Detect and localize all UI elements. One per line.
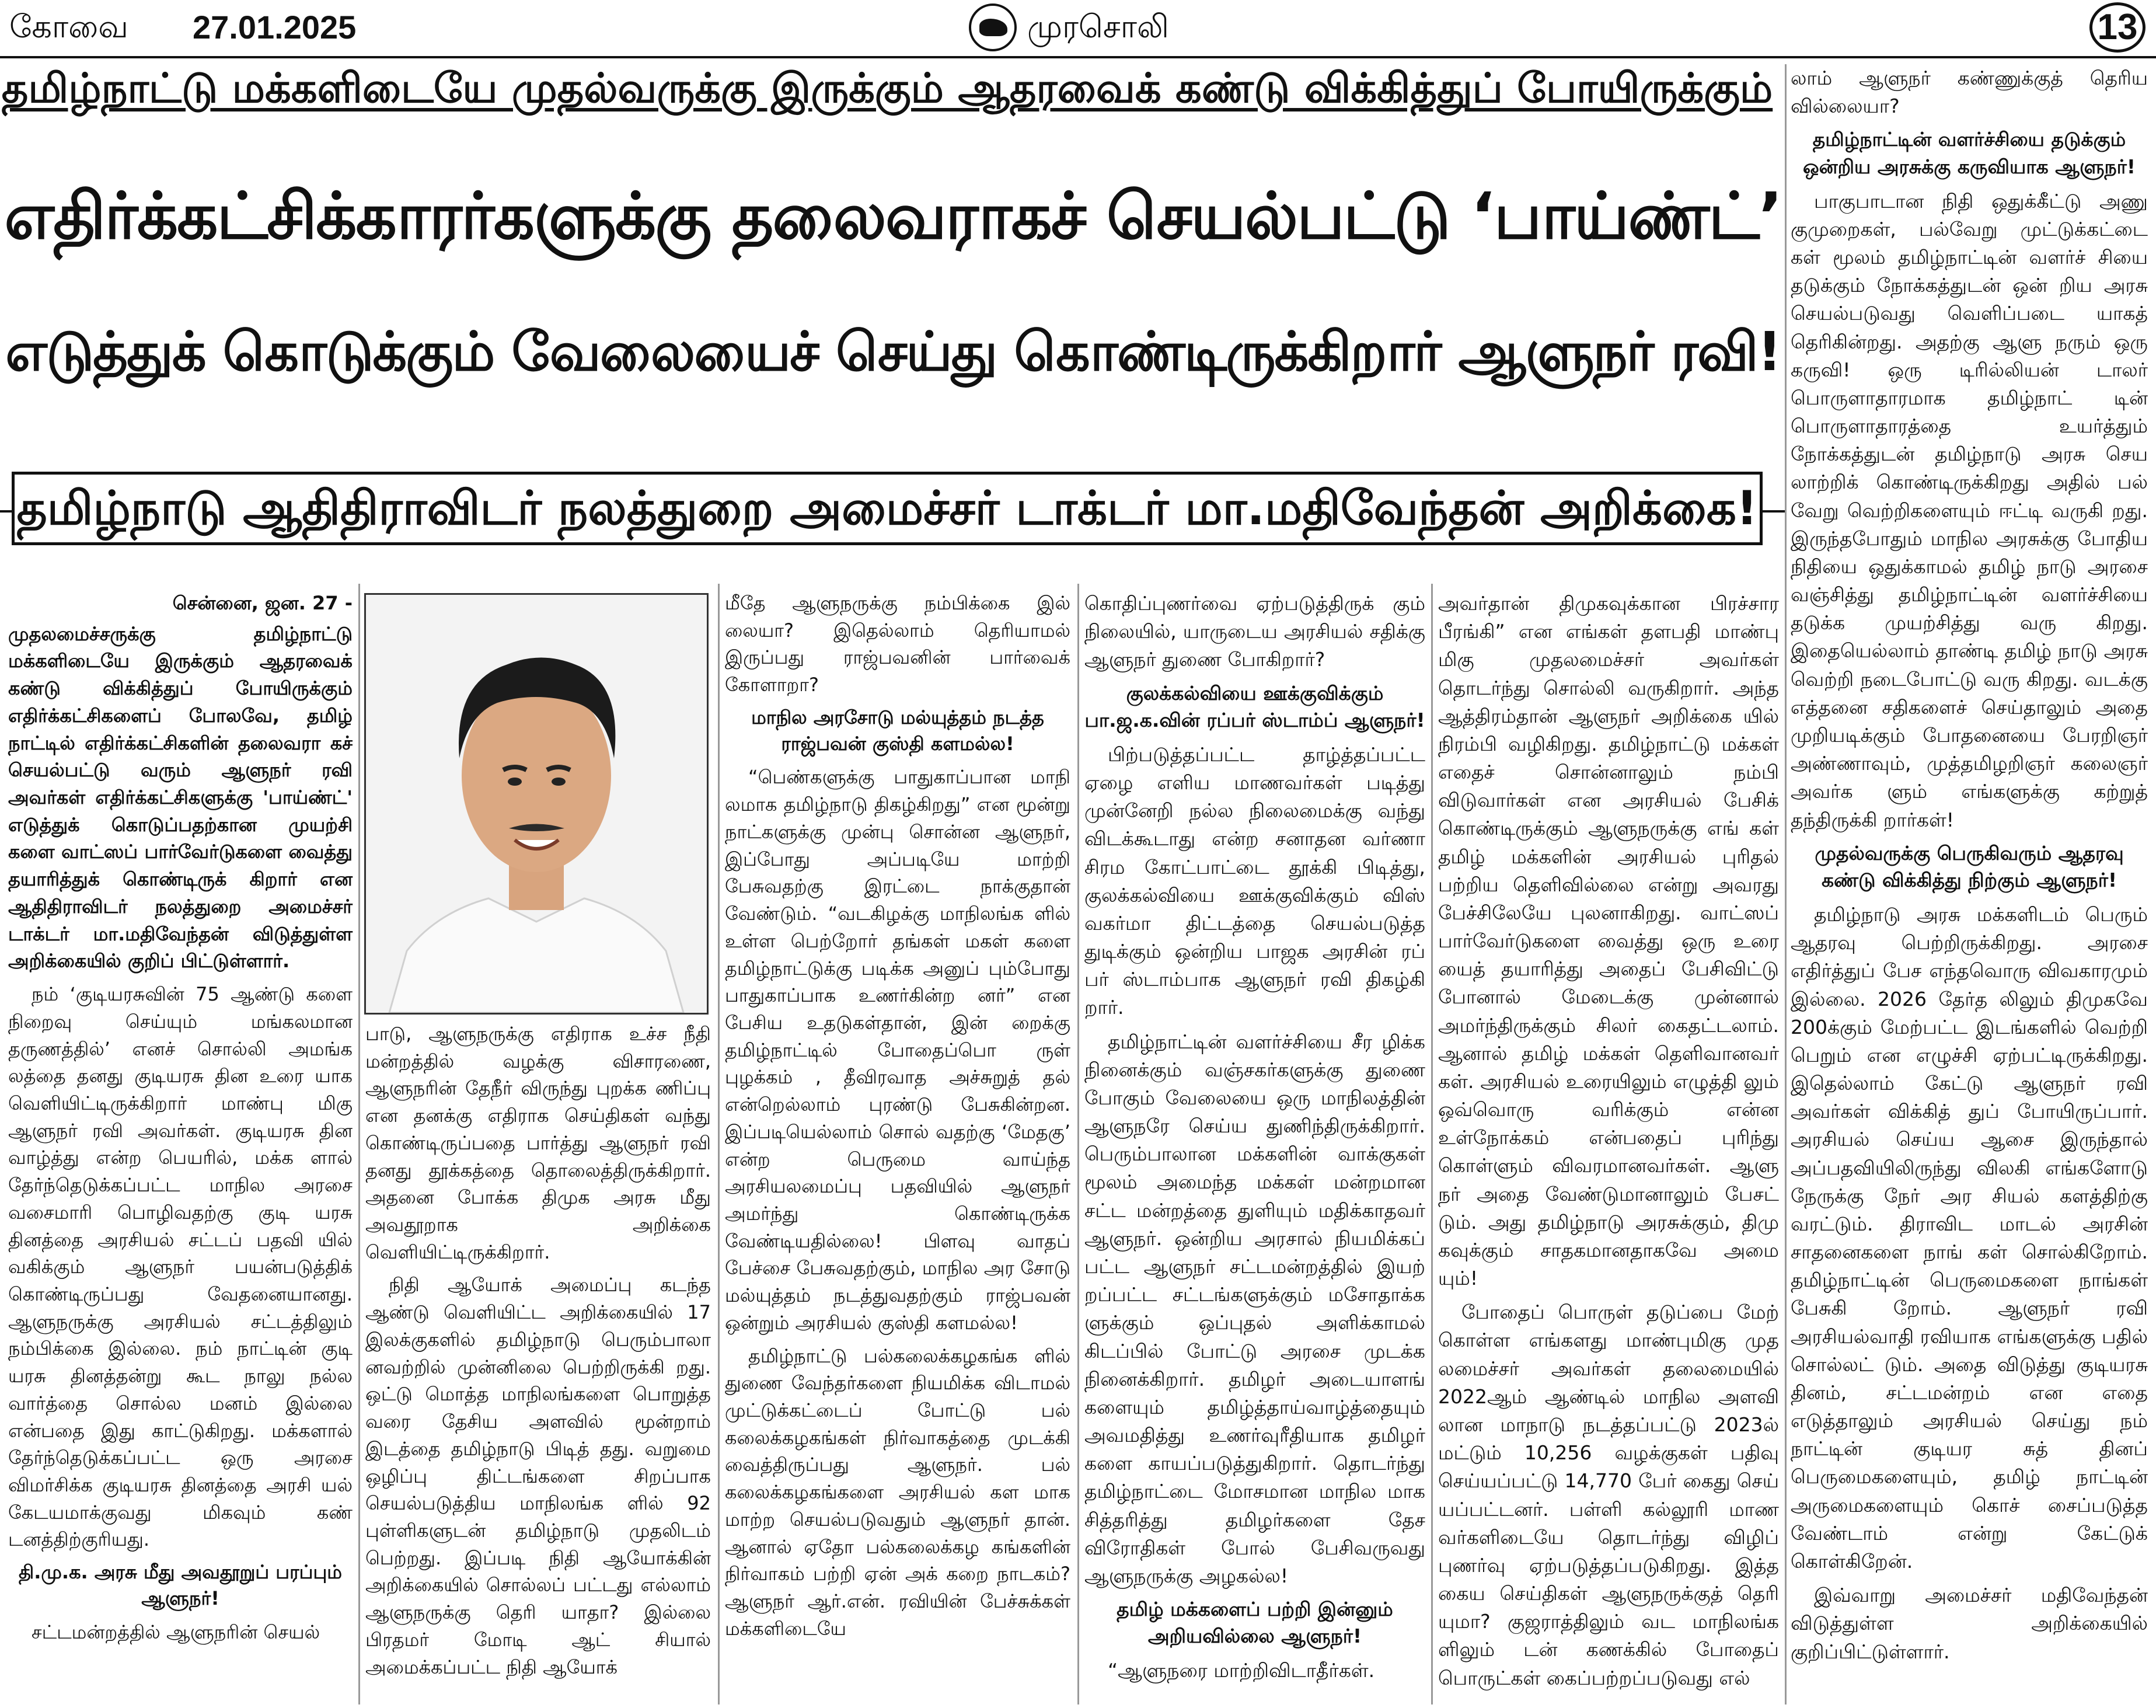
column-6 — [1791, 64, 2148, 1672]
deck-banner — [0, 463, 1786, 558]
col6-subhead-1: தமிழ்நாட்டின் வளர்ச்சியை தடுக்கும் ஒன்றிய அரசுக்கு கருவியாக ஆளுநர்! — [1803, 128, 2136, 178]
masthead — [0, 0, 2156, 58]
col4-para-1: கொதிப்புணர்வை ஏற்படுத்திருக் கும் நிலையில், யாருடைய அரசியல் சதிக்கு ஆளுநர் துணை போகிறார்? — [1084, 592, 1425, 671]
dateline: சென்னை, ஜன. 27 - — [172, 592, 353, 614]
deck-headline: தமிழ்நாடு ஆதிதிராவிடர் நலத்துறை அமைச்சர் டாக்டர் மா.மதிவேந்தன் அறிக்கை! — [12, 472, 1763, 545]
col3-subhead: மாநில அரசோடு மல்யுத்தம் நடத்த ராஜ்பவன் குஸ்தி களமல்ல! — [751, 706, 1044, 755]
column-2 — [365, 1020, 711, 1686]
col3-para-2: “பெண்களுக்கு பாதுகாப்பான மாநி லமாக தமிழ்நாடு திகழ்கிறது” என மூன்று நாட்களுக்கு முன்பு சொன்ன ஆளுநர், இப்போது அப்படியே மாற்றி பேசுவதற்கு இரட்டை நாக்குதான் வேண்டும். “வடகிழக்கு மாநிலங்க ளில் உள்ள பெற்றோர் தங்கள் மகள் களை தமிழ்நாட்டுக்கு படிக்க அனுப் பும்போது பாதுகாப்பாக உணர்கின்ற னர்” என பேசிய உதடுகள்தான், இன் றைக்கு தமிழ்நாட்டில் போதைப்பொ ருள் புழக்கம் , தீவிரவாத அச்சுறுத் தல் என்றெல்லாம் புரண்டு பேசுகின்றன. இப்படியெல்லாம் சொல் வதற்கு ‘மேதகு’ என்ற பெருமை வாய்ந்த அரசியலமைப்பு பதவியில் ஆளுநர் அமர்ந்து கொண்டிருக்க வேண்டியதில்லை! பிளவு வாதப் பேச்சை பேசுவதற்கும், மாநில அர சோடு மல்யுத்தம் நடத்துவதற்கும் ராஜ்பவன் ஒன்றும் அரசியல் குஸ்தி களமல்ல! — [725, 766, 1070, 1334]
minister-photo — [364, 593, 709, 1015]
person-portrait-icon — [366, 595, 707, 1013]
masthead-city: கோவை — [9, 8, 128, 45]
column-5 — [1438, 590, 1779, 1698]
column-rule — [718, 584, 720, 1704]
col4-para-3: தமிழ்நாட்டின் வளர்ச்சியை சீர ழிக்க நினைக்கும் வஞ்சகர்களுக்கு துணை போகும் வேலையை ஒரு மாநிலத்தின் ஆளுநரே செய்ய துணிந்திருக்கிறார். பெரும்பாலான மக்களின் வாக்குகள் மூலம் அமைந்த மக்கள் மன்றமான சட்ட மன்றத்தை துளியும் மதிக்காதவர் ஆளுநர். ஒன்றிய அரசால் நியமிக்கப் பட்ட ஆளுநர் சட்டமன்றத்தில் இயற் றப்பட்ட சட்டங்களுக்கும் மசோதாக்க ளுக்கும் ஒப்புதல் அளிக்காமல் கிடப்பில் போட்டு அரசை முடக்க நினைக்கிறார். தமிழர் அடையாளங் களையும் தமிழ்த்தாய்வாழ்த்தையும் அவமதித்து உணர்வுரீதியாக தமிழர் களை காயப்படுத்துகிறார். தொடர்ந்து தமிழ்நாட்டை மோசமான மாநில மாக சித்தரித்து தமிழர்களை தேச விரோதிகள் போல் பேசிவருவது ஆளுநருக்கு அழகல்ல! — [1084, 1030, 1425, 1587]
col6-para-2: பாகுபாடான நிதி ஒதுக்கீட்டு அணு குமுறைகள், பல்வேறு முட்டுக்கட்டை கள் மூலம் தமிழ்நாட்டின் வளர்ச் சியை தடுக்கும் நோக்கத்துடன் ஒன் றிய அரசு செயல்படுவது வெளிப்படை யாகத் தெரிகின்றது. அதற்கு ஆளு நரும் ஒரு கருவி! ஒரு டிரில்லியன் டாலர் பொருளாதாரமாக தமிழ்நாட் டின் பொருளாதாரத்தை உயர்த்தும் நோக்கத்துடன் தமிழ்நாடு அரசு செய லாற்றிக் கொண்டிருக்கிறது அதில் பல் வேறு வெற்றிகளையும் ஈட்டி வருகி றது. இருந்தபோதும் மாநில அரசுக்கு போதிய நிதியை ஒதுக்காமல் தமிழ் நாடு அரசை வஞ்சித்து தமிழ்நாட்டின் வளர்ச்சியை தடுக்க முயற்சித்து வரு கிறது. இதையெல்லாம் தாண்டி தமிழ் நாடு அரசு வெற்றி நடைபோட்டு வரு கிறது. வடக்கு எத்தனை சதிகளைச் செய்தாலும் அதை முறியடிக்கும் போதனையை பேரறிஞர் அண்ணாவும், முத்தமிழறிஞர் கலைஞர் அவர்க ளும் எங்களுக்கு கற்றுத் தந்திருக்கி றார்கள்! — [1791, 189, 2148, 831]
lead-paragraph: முதலமைச்சருக்கு தமிழ்நாட்டு மக்களிடையே இருக்கும் ஆதரவைக் கண்டு விக்கித்துப் போயிருக்கும் எதிர்க்கட்சிகளைப் போலவே, தமிழ் நாட்டில் எதிர்க்கட்சிகளின் தலைவரா கச் செயல்பட்டு வரும் ஆளுநர் ரவி அவர்கள் எதிர்க்கட்சிகளுக்கு 'பாய்ண்ட்' எடுத்துக் கொடுப்பதற்கான முயற்சி களை வாட்ஸப் பார்வேர்டுகளை வைத்து தயாரித்துக் கொண்டிருக் கிறார் என ஆதிதிராவிடர் நலத்துறை அமைச்சர் டாக்டர் மா.மதிவேந்தன் விடுத்துள்ள அறிக்கையில் குறிப் பிட்டுள்ளார். — [8, 622, 353, 972]
col6-subhead-2: முதல்வருக்கு பெருகிவரும் ஆதரவு கண்டு விக்கித்து நிற்கும் ஆளுநர்! — [1815, 841, 2124, 891]
col4-subhead-2: தமிழ் மக்களைப் பற்றி இன்னும் அறியவில்லை ஆளுநர்! — [1117, 1598, 1393, 1648]
col6-para-1: லாம் ஆளுநர் கண்ணுக்குத் தெரிய வில்லையா? — [1791, 67, 2148, 118]
col3-para-1: மீதே ஆளுநருக்கு நம்பிக்கை இல் லையா? இதெல்லாம் தெரியாமல் இருப்பது ராஜ்பவனின் பார்வைக் கோளாறா? — [725, 592, 1070, 696]
col4-para-2: பிற்படுத்தப்பட்ட தாழ்த்தப்பட்ட ஏழை எளிய மாணவர்கள் படித்து முன்னேறி நல்ல நிலைமைக்கு வந்து விடக்கூடாது என்ற சனாதன வர்ணா சிரம கோட்பாட்டை தூக்கி பிடித்து, குலக்கல்வியை ஊக்குவிக்கும் விஸ் வகர்மா திட்டத்தை செயல்படுத்த துடிக்கும் ஒன்றிய பாஜக அரசின் ரப் பர் ஸ்டாம்பாக ஆளுநர் ரவி திகழ்கி றார். — [1084, 743, 1425, 1019]
newspaper-logo-icon — [969, 4, 1017, 51]
col6-para-4: இவ்வாறு அமைச்சர் மதிவேந்தன் விடுத்துள்ள அறிக்கையில் குறிப்பிட்டுள்ளார். — [1791, 1584, 2148, 1663]
col2-para-2: நிதி ஆயோக் அமைப்பு கடந்த ஆண்டு வெளியிட்ட அறிக்கையில் 17 இலக்குகளில் தமிழ்நாடு பெரும்பாலா னவற்றில் முன்னிலை பெற்றிருக்கி றது. ஒட்டு மொத்த மாநிலங்களை பொறுத்த வரை தேசிய அளவில் மூன்றாம் இடத்தை தமிழ்நாடு பிடித் தது. வறுமை ஒழிப்பு திட்டங்களை சிறப்பாக செயல்படுத்திய மாநிலங்க ளில் 92 புள்ளிகளுடன் தமிழ்நாடு முதலிடம் பெற்றது. இப்படி நிதி ஆயோக்கின் அறிக்கையில் சொல்லப் பட்டது எல்லாம் ஆளுநருக்கு தெரி யாதா? இல்லை பிரதமர் மோடி ஆட் சியால் அமைக்கப்பட்ட நிதி ஆயோக் — [365, 1274, 711, 1678]
column-rule — [1077, 584, 1079, 1704]
masthead-brand: முரசொலி — [1027, 8, 1169, 45]
masthead-date: 27.01.2025 — [193, 9, 357, 46]
col5-para-2: போதைப் பொருள் தடுப்பை மேற் கொள்ள எங்களது மாண்புமிகு முத லமைச்சர் அவர்கள் தலைமையில் 2022ஆம் ஆண்டில் மாநில அளவி லான மாநாடு நடத்தப்பட்டு 2023ல் மட்டும் 10,256 வழக்குகள் பதிவு செய்யப்பட்டு 14,770 பேர் கைது செய் யப்பட்டனர். பள்ளி கல்லூரி மாண வர்களிடையே தொடர்ந்து விழிப் புணர்வு ஏற்படுத்தப்படுகிறது. இத்த கைய செய்திகள் ஆளுநருக்குத் தெரி யுமா? குஜராத்திலும் வட மாநிலங்க ளிலும் டன் கணக்கில் போதைப் பொருட்கள் கைப்பற்றப்படுவது எல் — [1438, 1301, 1779, 1689]
col5-para-1: அவர்தான் திமுகவுக்கான பிரச்சார பீரங்கி” என எங்கள் தளபதி மாண்பு மிகு முதலமைச்சர் அவர்கள் தொடர்ந்து சொல்லி வருகிறார். அந்த ஆத்திரம்தான் ஆளுநர் அறிக்கை யில் நிரம்பி வழிகிறது. தமிழ்நாட்டு மக்கள் எதைச் சொன்னாலும் நம்பி விடுவார்கள் என அரசியல் பேசிக் கொண்டிருக்கும் ஆளுநருக்கு எங் கள் தமிழ் மக்களின் அரசியல் புரிதல் பற்றிய தெளிவில்லை என்று அவரது பேச்சிலேயே புலனாகிறது. வாட்ஸப் பார்வேர்டுகளை வைத்து ஒரு உரை யைத் தயாரித்து அதைப் பேசிவிட்டு போனால் மேடைக்கு முன்னால் அமர்ந்திருக்கும் சிலர் கைதட்டலாம். ஆனால் தமிழ் மக்கள் தெளிவானவர் கள். அரசியல் உரையிலும் எழுத்தி லும் ஒவ்வொரு வரிக்கும் என்ன உள்நோக்கம் என்பதைப் புரிந்து கொள்ளும் விவரமானவர்கள். ஆளு நர் அதை வேண்டுமானாலும் பேசட் டும். அது தமிழ்நாடு அரசுக்கும், திமு கவுக்கும் சாதகமானதாகவே அமை யும்! — [1438, 592, 1779, 1290]
column-4 — [1084, 590, 1425, 1691]
col2-para-1: பாடு, ஆளுநருக்கு எதிராக உச்ச நீதி மன்றத்தில் வழக்கு விசாரணை, ஆளுநரின் தேநீர் விருந்து புறக்க ணிப்பு என தனக்கு எதிராக செய்திகள் வந்து கொண்டிருப்பதை பார்த்து ஆளுநர் ரவி தனது தூக்கத்தை தொலைத்திருக்கிறார். அதனை போக்க திமுக அரசு மீது அவதூறாக அறிக்கை வெளியிட்டிருக்கிறார். — [365, 1023, 711, 1263]
column-rule — [358, 584, 360, 1704]
main-headline-line-1: எதிர்க்கட்சிக்காரர்களுக்கு தலைவராகச் செயல்பட்டு ‘பாய்ண்ட்’ — [4, 179, 1782, 253]
column-rule — [1431, 584, 1433, 1704]
column-rule — [1785, 64, 1787, 1704]
col1-subhead: தி.மு.க. அரசு மீது அவதூறுப் பரப்பும் ஆளுநர்! — [19, 1561, 342, 1609]
col6-para-3: தமிழ்நாடு அரசு மக்களிடம் பெரும் ஆதரவு பெற்றிருக்கிறது. அரசை எதிர்த்துப் பேச எந்தவொரு விவகாரமும் இல்லை. 2026 தேர்த லிலும் திமுகவே 200க்கும் மேற்பட்ட இடங்களில் வெற்றி பெறும் என எழுச்சி ஏற்பட்டிருக்கிறது. இதெல்லாம் கேட்டு ஆளுநர் ரவி அவர்கள் விக்கித் துப் போயிருப்பார். அரசியல் செய்ய ஆசை இருந்தால் அப்பதவியிலிருந்து விலகி எங்களோடு நேருக்கு நேர் அர சியல் களத்திற்கு வரட்டும். திராவிட மாடல் அரசின் சாதனைகளை நாங் கள் சொல்கிறோம். தமிழ்நாட்டின் பெருமைகளை நாங்கள் பேசுகி றோம். ஆளுநர் ரவி அரசியல்வாதி ரவியாக எங்களுக்கு பதில் சொல்லட் டும். அதை விடுத்து குடியரசு தினம், சட்டமன்றம் என எதை எடுத்தாலும் அரசியல் செய்து நம் நாட்டின் குடியர சுத் தினப் பெருமைகளையும், தமிழ் நாட்டின் அருமைகளையும் கொச் சைப்படுத்த வேண்டாம் என்று கேட்டுக் கொள்கிறேன். — [1791, 903, 2148, 1573]
column-3 — [725, 590, 1070, 1648]
kicker-headline: தமிழ்நாட்டு மக்களிடையே முதல்வருக்கு இருக்கும் ஆதரவைக் கண்டு விக்கித்துப் போயிருக்கும் — [1, 64, 1773, 112]
col3-para-3: தமிழ்நாட்டு பல்கலைக்கழகங்க ளில் துணை வேந்தர்களை நியமிக்க விடாமல் முட்டுக்கட்டைப் போட்டு பல் கலைக்கழகங்கள் நிர்வாகத்தை முடக்கி வைத்திருப்பது ஆளுநர். பல் கலைக்கழகங்களை அரசியல் கள மாக மாற்ற செயல்படுவதும் ஆளுநர் தான். ஆனால் ஏதோ பல்கலைக்கழ கங்களின் நிர்வாகம் பற்றி ஏன் அக் கறை நாடகம்? ஆளுநர் ஆர்.என். ரவியின் பேச்சுக்கள் மக்களிடையே — [725, 1344, 1070, 1640]
column-1 — [8, 590, 353, 1651]
page-number-badge: 13 — [2089, 2, 2145, 53]
col1-para-1: நம் ‘குடியரசுவின் 75 ஆண்டு களை நிறைவு செய்யும் மங்கலமான தருணத்தில்’ எனச் சொல்லி அமங்க லத்தை தனது குடியரசு தின உரை யாக வெளியிட்டிருக்கிறார் மாண்பு மிகு ஆளுநர் ரவி அவர்கள். குடியரசு தின வாழ்த்து என்ற பெயரில், மக்க ளால் தேர்ந்தெடுக்கப்பட்ட மாநில அரசை வசைமாரி பொழிவதற்கு குடி யரசு தினத்தை அரசியல் சட்டப் பதவி யில் வகிக்கும் ஆளுநர் பயன்படுத்திக் கொண்டிருப்பது வேதனையானது. ஆளுநருக்கு அரசியல் சட்டத்திலும் நம்பிக்கை இல்லை. நம் நாட்டின் குடி யரசு தினத்தன்று கூட நாலு நல்ல வார்த்தை சொல்ல மனம் இல்லை என்பதை இது காட்டுகிறது. மக்களால் தேர்ந்தெடுக்கப்பட்ட ஒரு அரசை விமர்சிக்க குடியரசு தினத்தை அரசி யல் கேடயமாக்குவது மிகவும் கண் டனத்திற்குரியது. — [8, 983, 353, 1551]
main-headline-line-2: எடுத்துக் கொடுக்கும் வேலையைச் செய்து கொண்டிருக்கிறார் ஆளுநர் ரவி! — [5, 320, 1781, 383]
col4-para-4: “ஆளுநரை மாற்றிவிடாதீர்கள். — [1108, 1659, 1375, 1682]
col4-subhead-1: குலக்கல்வியை ஊக்குவிக்கும் பா.ஜ.க.வின் ரப்பர் ஸ்டாம்ப் ஆளுநர்! — [1084, 681, 1425, 731]
col1-para-2: சட்டமன்றத்தில் ஆளுநரின் செயல் — [32, 1620, 320, 1643]
